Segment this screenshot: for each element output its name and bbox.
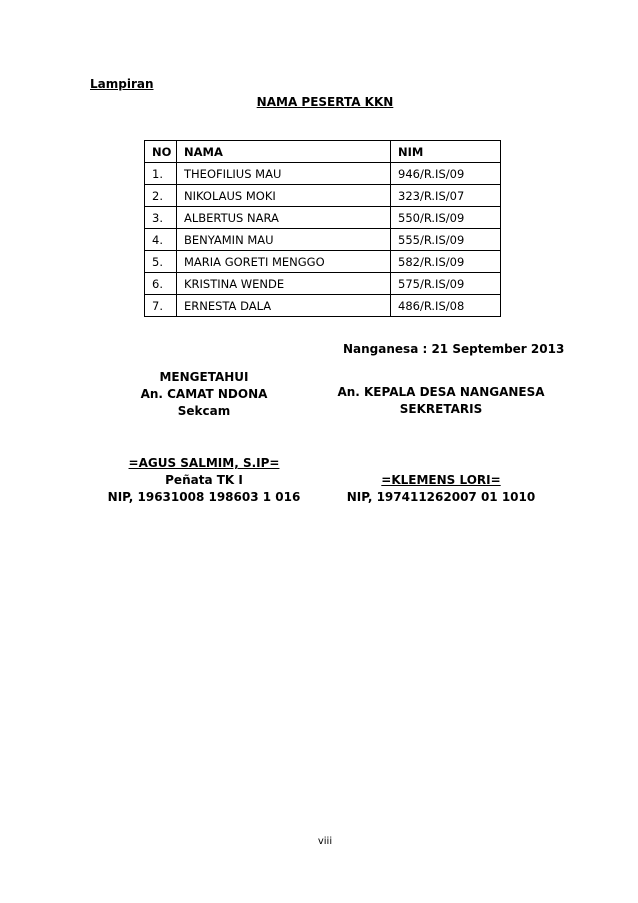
table-row <box>145 251 501 273</box>
header-no: NO <box>145 141 177 163</box>
table-row <box>145 207 501 229</box>
table-row <box>145 163 501 185</box>
row-no: 2. <box>145 185 177 207</box>
row-no: 5. <box>145 251 177 273</box>
document-title: NAMA PESERTA KKN <box>256 95 394 109</box>
table-row <box>145 229 501 251</box>
right-signatory-name: =KLEMENS LORI= <box>381 473 501 487</box>
right-signature-block <box>330 472 552 506</box>
left-acknowledge-label: MENGETAHUI <box>159 370 249 384</box>
row-nama: MARIA GORETI MENGGO <box>177 251 391 273</box>
row-no: 1. <box>145 163 177 185</box>
left-signatory-rank: Peñata TK I <box>165 473 243 487</box>
right-position-label: SEKRETARIS <box>399 402 483 416</box>
left-signatory-header <box>88 369 320 420</box>
row-nim: 550/R.IS/09 <box>391 207 501 229</box>
participants-table <box>144 140 501 317</box>
page-number: viii <box>317 836 333 847</box>
row-nim: 946/R.IS/09 <box>391 163 501 185</box>
right-office-label: An. KEPALA DESA NANGANESA <box>337 385 545 399</box>
right-signatory-header <box>330 384 552 418</box>
place-date: Nanganesa : 21 September 2013 <box>343 342 565 356</box>
row-nim: 575/R.IS/09 <box>391 273 501 295</box>
row-nama: THEOFILIUS MAU <box>177 163 391 185</box>
row-no: 3. <box>145 207 177 229</box>
row-nim: 486/R.IS/08 <box>391 295 501 317</box>
row-nama: ERNESTA DALA <box>177 295 391 317</box>
row-nim: 555/R.IS/09 <box>391 229 501 251</box>
header-nama: NAMA <box>177 141 391 163</box>
row-nama: BENYAMIN MAU <box>177 229 391 251</box>
table-row <box>145 273 501 295</box>
left-position-label: Sekcam <box>177 404 231 418</box>
row-nama: NIKOLAUS MOKI <box>177 185 391 207</box>
left-signatory-name: =AGUS SALMIM, S.IP= <box>128 456 280 470</box>
left-signatory-nip: NIP, 19631008 198603 1 016 <box>107 490 301 504</box>
row-nama: KRISTINA WENDE <box>177 273 391 295</box>
header-nim: NIM <box>391 141 501 163</box>
row-nim: 582/R.IS/09 <box>391 251 501 273</box>
row-nama: ALBERTUS NARA <box>177 207 391 229</box>
table-row <box>145 185 501 207</box>
right-signatory-nip: NIP, 197411262007 01 1010 <box>346 490 536 504</box>
table-row <box>145 295 501 317</box>
left-office-label: An. CAMAT NDONA <box>140 387 268 401</box>
lampiran-heading: Lampiran <box>90 77 154 91</box>
row-nim: 323/R.IS/07 <box>391 185 501 207</box>
row-no: 7. <box>145 295 177 317</box>
left-signature-block <box>88 455 320 506</box>
row-no: 4. <box>145 229 177 251</box>
row-no: 6. <box>145 273 177 295</box>
table-header-row <box>145 141 501 163</box>
